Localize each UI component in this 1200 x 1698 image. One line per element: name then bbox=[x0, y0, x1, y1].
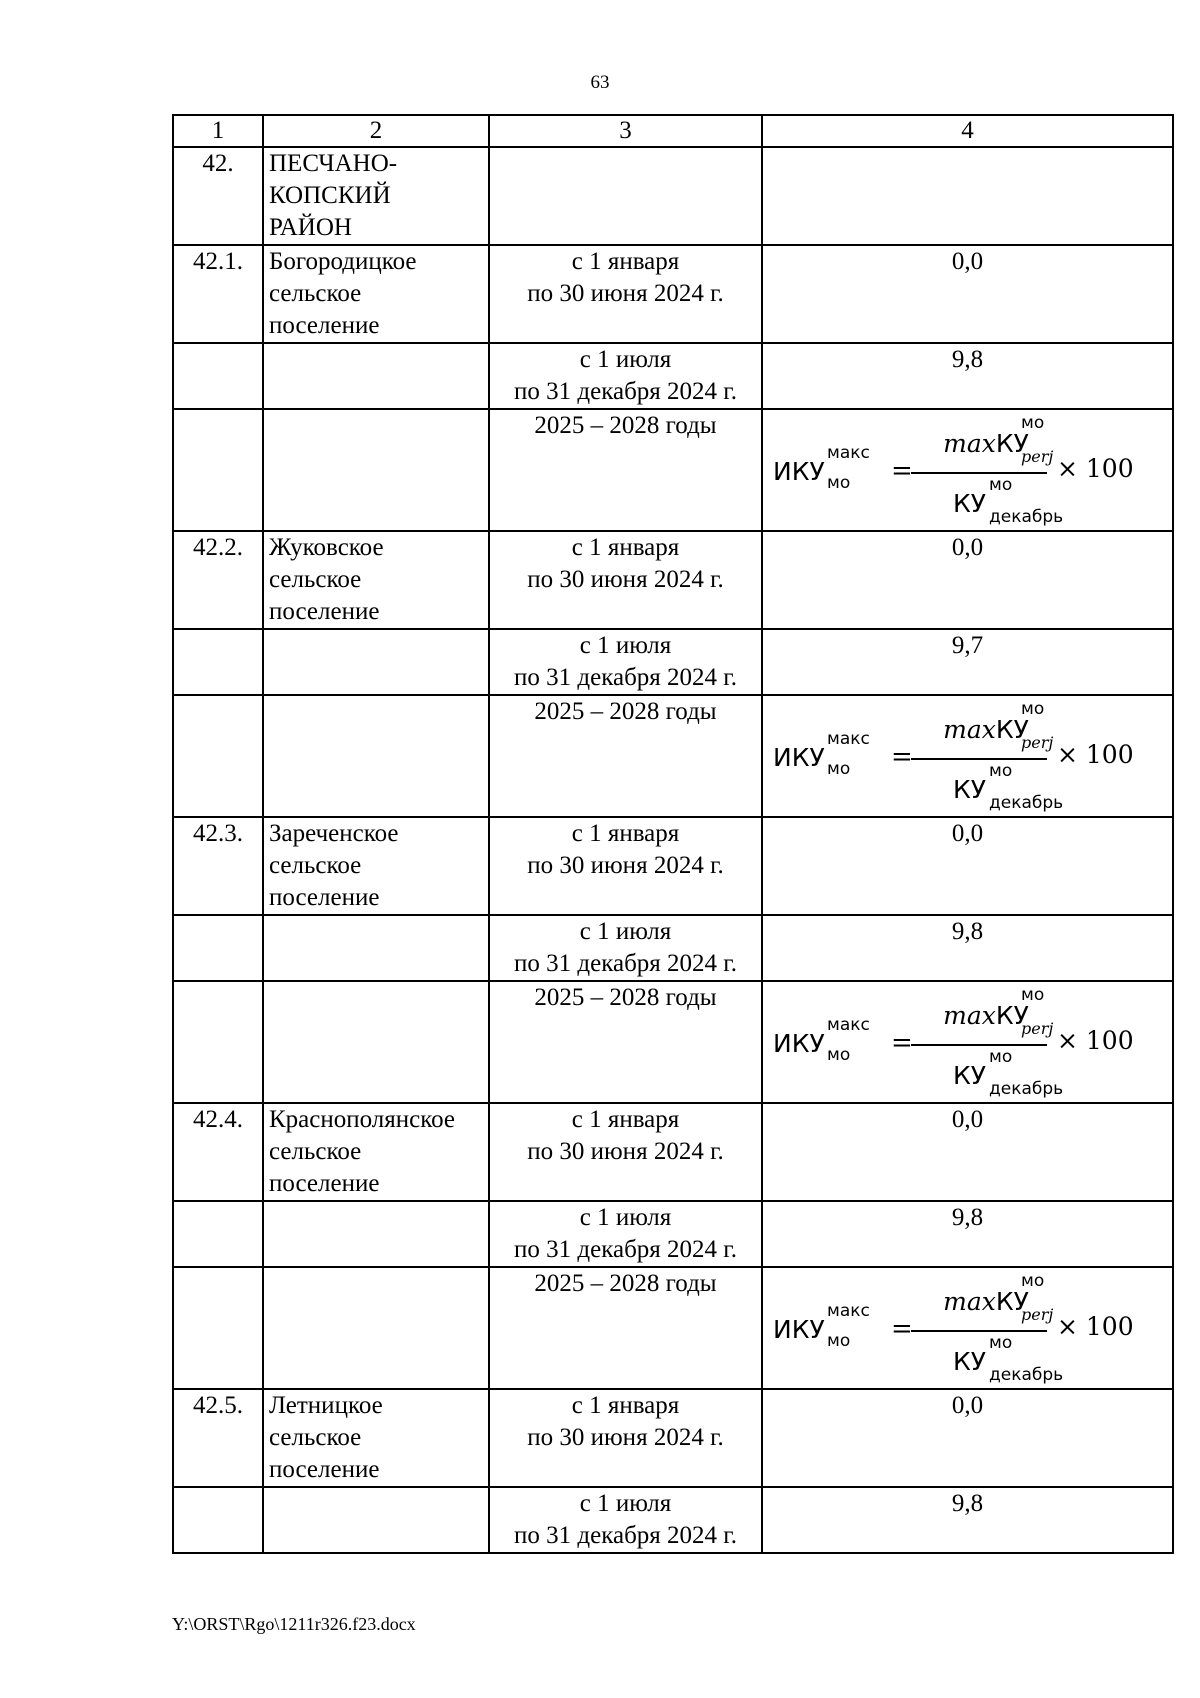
empty-cell bbox=[263, 1487, 489, 1553]
settlement-row-formula bbox=[173, 695, 1173, 817]
settlement-row-formula bbox=[173, 1267, 1173, 1389]
empty-cell bbox=[173, 981, 263, 1103]
district-name bbox=[263, 147, 489, 245]
period-line: с 1 января bbox=[571, 534, 680, 561]
formula-num-sup: мо bbox=[1021, 699, 1045, 719]
period-line: по 31 декабря 2024 г. bbox=[514, 1236, 737, 1263]
formula-max: max bbox=[943, 1287, 996, 1316]
settlement-name-line: Зареченское bbox=[269, 820, 399, 847]
formula-cell bbox=[762, 695, 1173, 817]
period-h1 bbox=[489, 817, 762, 915]
settlement-name-line: Богородицкое bbox=[269, 248, 417, 275]
iku-formula bbox=[763, 696, 1172, 816]
empty-cell bbox=[173, 915, 263, 981]
formula-den-sub: декабрь bbox=[989, 793, 1064, 813]
empty-cell bbox=[263, 1267, 489, 1389]
empty-cell bbox=[173, 629, 263, 695]
period-line: с 1 июля bbox=[579, 1204, 672, 1231]
settlement-name-line: поселение bbox=[269, 312, 380, 339]
header-col-3: 3 bbox=[489, 115, 762, 147]
period-line: с 1 июля bbox=[579, 918, 672, 945]
settlement-name bbox=[263, 1103, 489, 1201]
empty-cell bbox=[762, 147, 1173, 245]
tariff-table bbox=[172, 114, 1174, 1554]
settlement-number: 42.2. bbox=[173, 531, 263, 629]
formula-lhs-sub: мо bbox=[827, 1331, 851, 1351]
settlement-row-h1 bbox=[173, 817, 1173, 915]
value-h1: 0,0 bbox=[762, 245, 1173, 343]
value-h1: 0,0 bbox=[762, 817, 1173, 915]
formula-den-sub: декабрь bbox=[989, 1365, 1064, 1385]
formula-lhs-sub: мо bbox=[827, 759, 851, 779]
period-line: с 1 января bbox=[571, 1392, 680, 1419]
formula-num-sub: perj bbox=[1021, 733, 1054, 752]
formula-times: × 100 bbox=[1057, 1026, 1134, 1055]
settlement-name-line: сельское bbox=[269, 852, 362, 879]
formula-num-sup: мо bbox=[1021, 985, 1045, 1005]
formula-num-ku: КУ bbox=[995, 1287, 1029, 1316]
settlement-name-line: сельское bbox=[269, 566, 362, 593]
district-name-line: ПЕСЧАНО- bbox=[269, 150, 398, 177]
formula-num-ku: КУ bbox=[995, 1001, 1029, 1030]
settlement-number: 42.3. bbox=[173, 817, 263, 915]
settlement-name-line: сельское bbox=[269, 280, 362, 307]
empty-cell bbox=[263, 409, 489, 531]
settlement-name bbox=[263, 245, 489, 343]
settlement-name bbox=[263, 817, 489, 915]
formula-den-sup: мо bbox=[989, 1047, 1013, 1067]
settlement-name bbox=[263, 1389, 489, 1487]
period-line: с 1 июля bbox=[579, 346, 672, 373]
empty-cell bbox=[173, 695, 263, 817]
value-h2: 9,8 bbox=[762, 343, 1173, 409]
fraction-bar bbox=[911, 1330, 1047, 1332]
period-line: по 31 декабря 2024 г. bbox=[514, 1522, 737, 1549]
value-h1: 0,0 bbox=[762, 531, 1173, 629]
iku-formula bbox=[763, 982, 1172, 1102]
iku-formula bbox=[763, 1268, 1172, 1388]
empty-cell bbox=[173, 409, 263, 531]
settlement-name bbox=[263, 531, 489, 629]
formula-lhs: ИКУ bbox=[773, 1315, 825, 1344]
settlement-row-h1 bbox=[173, 245, 1173, 343]
empty-cell bbox=[263, 343, 489, 409]
period-line: с 1 июля bbox=[579, 1490, 672, 1517]
header-col-1: 1 bbox=[173, 115, 263, 147]
empty-cell bbox=[263, 1201, 489, 1267]
settlement-name-line: Летницкое bbox=[269, 1392, 383, 1419]
formula-den-sub: декабрь bbox=[989, 507, 1064, 527]
settlement-row-h1 bbox=[173, 1389, 1173, 1487]
formula-denominator: КУ bbox=[953, 1061, 986, 1090]
period-h1 bbox=[489, 1389, 762, 1487]
period-years: 2025 – 2028 годы bbox=[489, 1267, 762, 1389]
period-line: по 30 июня 2024 г. bbox=[527, 852, 724, 879]
period-h2 bbox=[489, 915, 762, 981]
settlement-row-h2 bbox=[173, 915, 1173, 981]
value-h2: 9,7 bbox=[762, 629, 1173, 695]
formula-equals: = bbox=[891, 1314, 913, 1344]
header-row bbox=[173, 115, 1173, 147]
settlement-number: 42.1. bbox=[173, 245, 263, 343]
period-line: по 31 декабря 2024 г. bbox=[514, 664, 737, 691]
settlement-row-h2 bbox=[173, 629, 1173, 695]
formula-lhs: ИКУ bbox=[773, 1029, 825, 1058]
formula-denominator: КУ bbox=[953, 489, 986, 518]
period-line: по 30 июня 2024 г. bbox=[527, 1424, 724, 1451]
value-h1: 0,0 bbox=[762, 1103, 1173, 1201]
formula-cell bbox=[762, 981, 1173, 1103]
settlement-row-formula bbox=[173, 409, 1173, 531]
formula-max: max bbox=[943, 715, 996, 744]
formula-num-ku: КУ bbox=[995, 429, 1029, 458]
empty-cell bbox=[263, 695, 489, 817]
value-h2: 9,8 bbox=[762, 915, 1173, 981]
formula-cell bbox=[762, 409, 1173, 531]
value-h2: 9,8 bbox=[762, 1487, 1173, 1553]
period-h2 bbox=[489, 343, 762, 409]
formula-equals: = bbox=[891, 742, 913, 772]
formula-lhs-sub: мо bbox=[827, 1045, 851, 1065]
period-h2 bbox=[489, 1201, 762, 1267]
settlement-number: 42.5. bbox=[173, 1389, 263, 1487]
formula-lhs: ИКУ bbox=[773, 743, 825, 772]
formula-denominator: КУ bbox=[953, 1347, 986, 1376]
formula-lhs-sub: мо bbox=[827, 473, 851, 493]
formula-equals: = bbox=[891, 1028, 913, 1058]
settlement-number: 42.4. bbox=[173, 1103, 263, 1201]
file-path-footer: Y:\ORST\Rgo\1211r326.f23.docx bbox=[172, 1614, 416, 1634]
formula-times: × 100 bbox=[1057, 740, 1134, 769]
formula-denominator: КУ bbox=[953, 775, 986, 804]
formula-num-sub: perj bbox=[1021, 1019, 1054, 1038]
settlement-row-h2 bbox=[173, 1201, 1173, 1267]
iku-formula bbox=[763, 410, 1172, 530]
empty-cell bbox=[489, 147, 762, 245]
formula-lhs-sup: макс bbox=[827, 443, 870, 463]
formula-den-sub: декабрь bbox=[989, 1079, 1064, 1099]
formula-num-sup: мо bbox=[1021, 413, 1045, 433]
empty-cell bbox=[263, 981, 489, 1103]
formula-lhs-sup: макс bbox=[827, 1301, 870, 1321]
formula-den-sup: мо bbox=[989, 1333, 1013, 1353]
settlement-name-line: поселение bbox=[269, 1456, 380, 1483]
formula-times: × 100 bbox=[1057, 1312, 1134, 1341]
period-line: с 1 июля bbox=[579, 632, 672, 659]
period-line: по 31 декабря 2024 г. bbox=[514, 950, 737, 977]
settlement-row-h1 bbox=[173, 531, 1173, 629]
settlement-name-line: поселение bbox=[269, 598, 380, 625]
district-name-line: РАЙОН bbox=[269, 214, 352, 241]
period-line: по 30 июня 2024 г. bbox=[527, 566, 724, 593]
settlement-name-line: сельское bbox=[269, 1424, 362, 1451]
formula-num-sub: perj bbox=[1021, 1305, 1054, 1324]
formula-num-ku: КУ bbox=[995, 715, 1029, 744]
settlement-name-line: сельское bbox=[269, 1138, 362, 1165]
value-h1: 0,0 bbox=[762, 1389, 1173, 1487]
district-number: 42. bbox=[173, 147, 263, 245]
formula-max: max bbox=[943, 1001, 996, 1030]
empty-cell bbox=[263, 629, 489, 695]
period-years: 2025 – 2028 годы bbox=[489, 981, 762, 1103]
formula-max: max bbox=[943, 429, 996, 458]
fraction-bar bbox=[911, 758, 1047, 760]
header-col-2: 2 bbox=[263, 115, 489, 147]
empty-cell bbox=[173, 1267, 263, 1389]
period-years: 2025 – 2028 годы bbox=[489, 695, 762, 817]
formula-den-sup: мо bbox=[989, 761, 1013, 781]
formula-cell bbox=[762, 1267, 1173, 1389]
period-line: с 1 января bbox=[571, 1106, 680, 1133]
empty-cell bbox=[173, 1201, 263, 1267]
settlement-row-formula bbox=[173, 981, 1173, 1103]
formula-lhs-sup: макс bbox=[827, 729, 870, 749]
period-line: по 30 июня 2024 г. bbox=[527, 1138, 724, 1165]
settlement-name-line: Краснополянское bbox=[269, 1106, 456, 1133]
period-h1 bbox=[489, 1103, 762, 1201]
empty-cell bbox=[173, 1487, 263, 1553]
fraction-bar bbox=[911, 472, 1047, 474]
settlement-name-line: поселение bbox=[269, 884, 380, 911]
fraction-bar bbox=[911, 1044, 1047, 1046]
empty-cell bbox=[263, 915, 489, 981]
header-col-4: 4 bbox=[762, 115, 1173, 147]
settlement-row-h2 bbox=[173, 1487, 1173, 1553]
period-line: с 1 января bbox=[571, 820, 680, 847]
district-row bbox=[173, 147, 1173, 245]
period-years: 2025 – 2028 годы bbox=[489, 409, 762, 531]
settlement-name-line: поселение bbox=[269, 1170, 380, 1197]
formula-times: × 100 bbox=[1057, 454, 1134, 483]
formula-num-sub: perj bbox=[1021, 447, 1054, 466]
formula-num-sup: мо bbox=[1021, 1271, 1045, 1291]
district-name-line: КОПСКИЙ bbox=[269, 182, 391, 209]
value-h2: 9,8 bbox=[762, 1201, 1173, 1267]
formula-lhs: ИКУ bbox=[773, 457, 825, 486]
settlement-name-line: Жуковское bbox=[269, 534, 384, 561]
period-h1 bbox=[489, 245, 762, 343]
formula-lhs-sup: макс bbox=[827, 1015, 870, 1035]
page-number: 63 bbox=[590, 72, 610, 93]
period-line: с 1 января bbox=[571, 248, 680, 275]
formula-den-sup: мо bbox=[989, 475, 1013, 495]
period-h2 bbox=[489, 1487, 762, 1553]
period-line: по 30 июня 2024 г. bbox=[527, 280, 724, 307]
empty-cell bbox=[173, 343, 263, 409]
period-h1 bbox=[489, 531, 762, 629]
settlement-row-h1 bbox=[173, 1103, 1173, 1201]
settlement-row-h2 bbox=[173, 343, 1173, 409]
formula-equals: = bbox=[891, 456, 913, 486]
period-h2 bbox=[489, 629, 762, 695]
period-line: по 31 декабря 2024 г. bbox=[514, 378, 737, 405]
